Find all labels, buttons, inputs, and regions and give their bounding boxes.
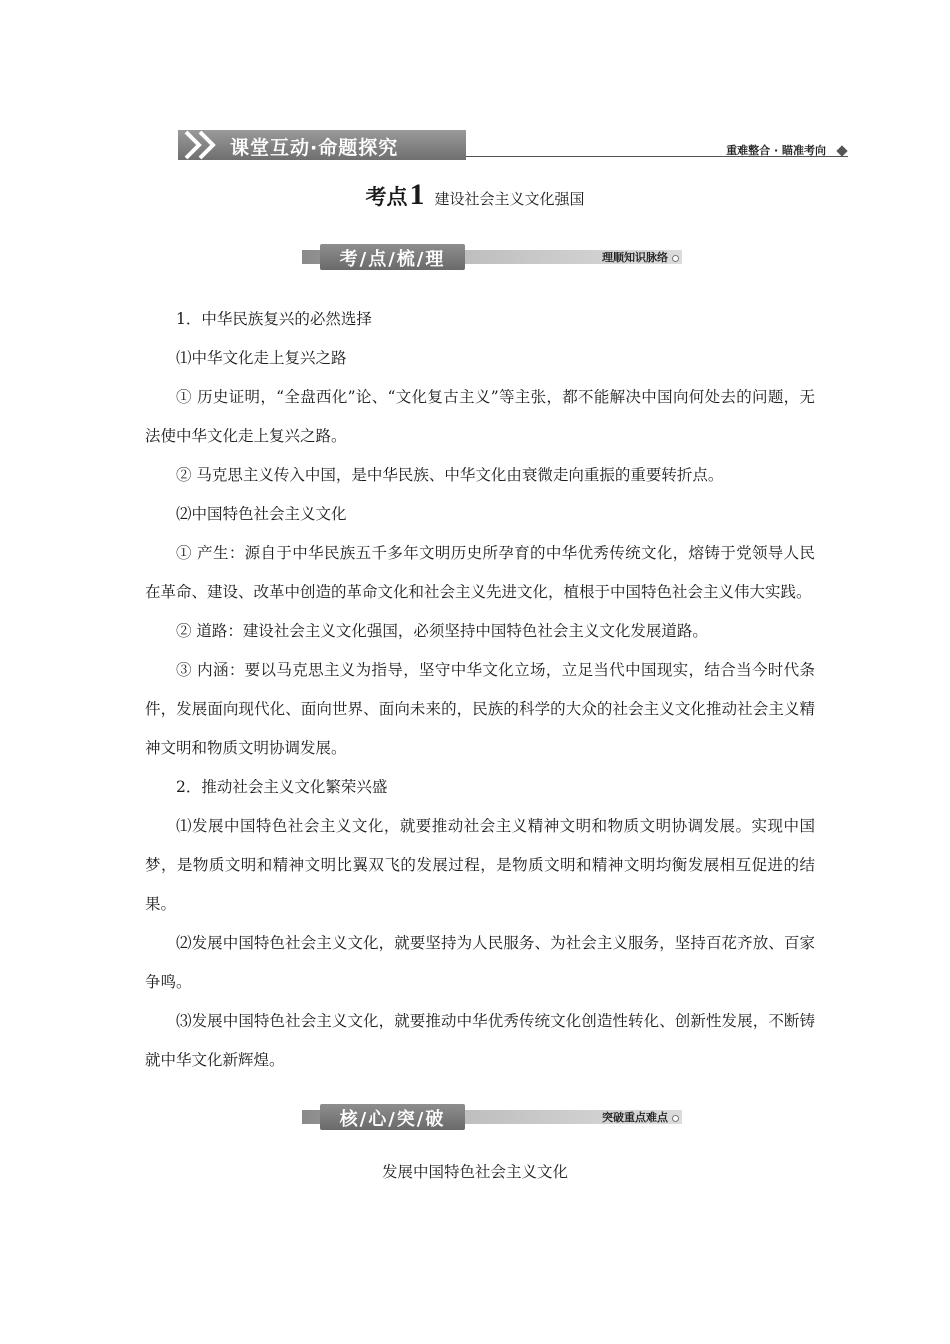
dot-icon	[672, 255, 679, 262]
section-bar-review	[302, 244, 682, 270]
section-bar-subtitle: 理顺知识脉络	[602, 251, 668, 264]
banner-subtitle: 重难整合 · 瞄准考向	[726, 144, 826, 157]
paragraph: ⑵发展中国特色社会主义文化，就要坚持为人民服务、为社会主义服务，坚持百花齐放、百家争鸣。	[145, 934, 815, 991]
body-content	[145, 300, 815, 1080]
section-bar-core	[302, 1104, 682, 1130]
banner-tab	[178, 130, 466, 160]
heading-label: 考点	[365, 185, 408, 209]
paragraph: ⑴发展中国特色社会主义文化，就要推动社会主义精神文明和物质文明协调发展。实现中国梦，是物质文明和精神文明比翼双飞的发展过程，是物质文明和精神文明均衡发展相互促进的结果。	[145, 817, 815, 913]
section-bar-subtitle: 突破重点难点	[602, 1111, 668, 1124]
paragraph: ⑶发展中国特色社会主义文化，就要推动中华优秀传统文化创造性转化、创新性发展，不断铸就中华文化新辉煌。	[145, 1012, 815, 1069]
double-chevron-icon	[182, 130, 226, 160]
paragraph: ⑵中国特色社会主义文化	[176, 505, 347, 523]
dot-icon	[672, 1115, 679, 1122]
diamond-icon	[836, 145, 847, 156]
paragraph: 2．推动社会主义文化繁荣兴盛	[176, 778, 388, 796]
banner-title: 课堂互动·命题探究	[230, 137, 399, 159]
paragraph: ① 产生：源自于中华民族五千多年文明历史所孕育的中华优秀传统文化，熔铸于党领导人民在革命、建设、改革中创造的革命文化和社会主义先进文化，植根于中国特色社会主义伟大实践。	[145, 544, 815, 601]
paragraph: ① 历史证明，“全盘西化”论、“文化复古主义”等主张，都不能解决中国向何处去的问题，无法使中华文化走上复兴之路。	[145, 388, 815, 445]
top-banner	[178, 128, 848, 162]
paragraph: 1．中华民族复兴的必然选择	[176, 310, 372, 328]
section-bar-title: 核/心/突/破	[339, 1109, 446, 1130]
paragraph: ③ 内涵：要以马克思主义为指导，坚守中华文化立场，立足当代中国现实，结合当今时代条件，发展面向现代化、面向世界、面向未来的，民族的科学的大众的社会主义文化推动社会主义精神文明和物质文明协调发展。	[145, 661, 815, 757]
paragraph: ② 道路：建设社会主义文化强国，必须坚持中国特色社会主义文化发展道路。	[176, 622, 708, 640]
heading-text: 建设社会主义文化强国	[434, 190, 585, 208]
paragraph: ② 马克思主义传入中国，是中华民族、中华文化由衰微走向重振的重要转折点。	[176, 466, 724, 484]
section-bar-title: 考/点/梳/理	[339, 249, 446, 270]
heading-number: 1	[409, 178, 425, 211]
paragraph: ⑴中华文化走上复兴之路	[176, 349, 347, 367]
section-heading	[0, 178, 950, 212]
subheading: 发展中国特色社会主义文化	[381, 1163, 568, 1181]
